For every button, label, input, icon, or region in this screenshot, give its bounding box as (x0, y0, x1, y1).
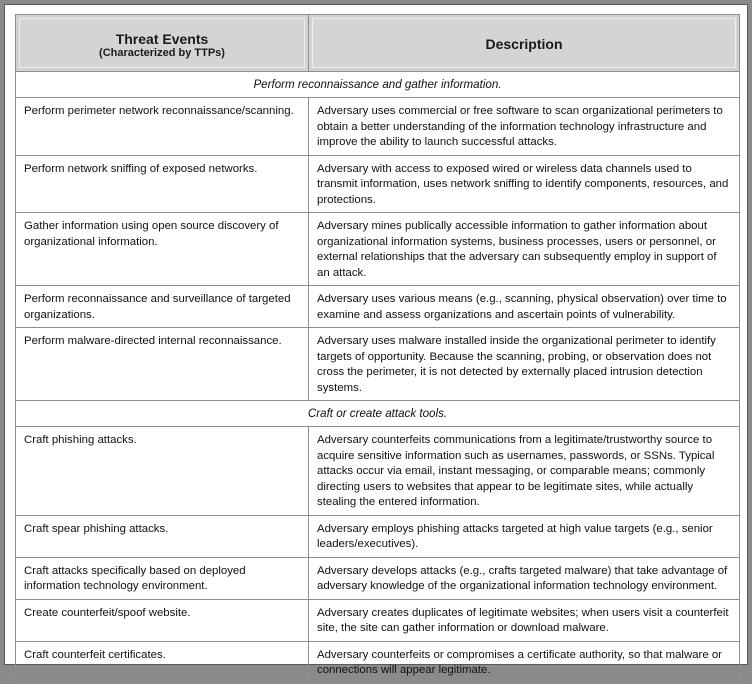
description-cell: Adversary creates duplicates of legitimate websites; when users visit a counterfeit site, the site can gather information or download malware. (309, 599, 740, 641)
description-cell: Adversary uses commercial or free software to scan organizational perimeters to obtain a better understanding of the information technology infrastructure and improve the ability to launch successful attacks. (309, 98, 740, 156)
section-row (16, 72, 740, 98)
threat-event-cell: Craft attacks specifically based on deployed information technology environment. (16, 557, 309, 599)
threat-event-cell: Create counterfeit/spoof website. (16, 599, 309, 641)
description-cell: Adversary employs phishing attacks targeted at high value targets (e.g., senior leaders/executives). (309, 515, 740, 557)
table-header-row (16, 15, 740, 72)
table-row (16, 515, 740, 557)
threat-event-cell: Perform malware-directed internal reconnaissance. (16, 328, 309, 401)
threat-event-cell: Gather information using open source discovery of organizational information. (16, 213, 309, 286)
threat-events-table (15, 14, 740, 684)
threat-event-cell: Craft counterfeit certificates. (16, 641, 309, 683)
table-row (16, 155, 740, 213)
threat-event-cell: Perform network sniffing of exposed networks. (16, 155, 309, 213)
description-cell: Adversary counterfeits communications from a legitimate/trustworthy source to acquire sensitive information such as usernames, passwords, or SSNs. Typical attacks occur via email, instant messaging, or comparable means; commonly directing users to websites that appear to be legitimate sites, while actually stealing the entered information. (309, 427, 740, 516)
threat-events-title: Threat Events (115, 31, 209, 47)
threat-event-cell: Craft phishing attacks. (16, 427, 309, 516)
table-row (16, 328, 740, 401)
threat-event-cell: Perform reconnaissance and surveillance of targeted organizations. (16, 286, 309, 328)
threat-events-header (16, 15, 309, 72)
description-title: Description (485, 36, 563, 52)
description-cell: Adversary uses various means (e.g., scanning, physical observation) over time to examine and assess organizations and ascertain points of vulnerability. (309, 286, 740, 328)
table-row (16, 641, 740, 683)
table-row (16, 98, 740, 156)
description-cell: Adversary develops attacks (e.g., crafts targeted malware) that take advantage of adversary knowledge of the organizational information technology environment. (309, 557, 740, 599)
description-cell: Adversary mines publically accessible information to gather information about organizational information systems, business processes, users or personnel, or external relationships that the adversary can subsequently employ in support of an attack. (309, 213, 740, 286)
table-row (16, 599, 740, 641)
threat-event-cell: Perform perimeter network reconnaissance/scanning. (16, 98, 309, 156)
threat-events-subtitle: (Characterized by TTPs) (99, 47, 225, 59)
table-row (16, 213, 740, 286)
table-row (16, 427, 740, 516)
description-cell: Adversary counterfeits or compromises a certificate authority, so that malware or connections will appear legitimate. (309, 641, 740, 683)
table-row (16, 557, 740, 599)
description-cell: Adversary uses malware installed inside the organizational perimeter to identify targets of opportunity. Because the scanning, probing, or observation does not cross the perimeter, it is not detected by externally placed intrusion detection systems. (309, 328, 740, 401)
section-title: Perform reconnaissance and gather information. (16, 72, 740, 98)
document-frame (4, 4, 748, 676)
section-row (16, 401, 740, 427)
threat-event-cell: Craft spear phishing attacks. (16, 515, 309, 557)
description-cell: Adversary with access to exposed wired or wireless data channels used to transmit information, uses network sniffing to identify components, resources, and protections. (309, 155, 740, 213)
table-row (16, 286, 740, 328)
section-title: Craft or create attack tools. (16, 401, 740, 427)
description-header (309, 15, 740, 72)
